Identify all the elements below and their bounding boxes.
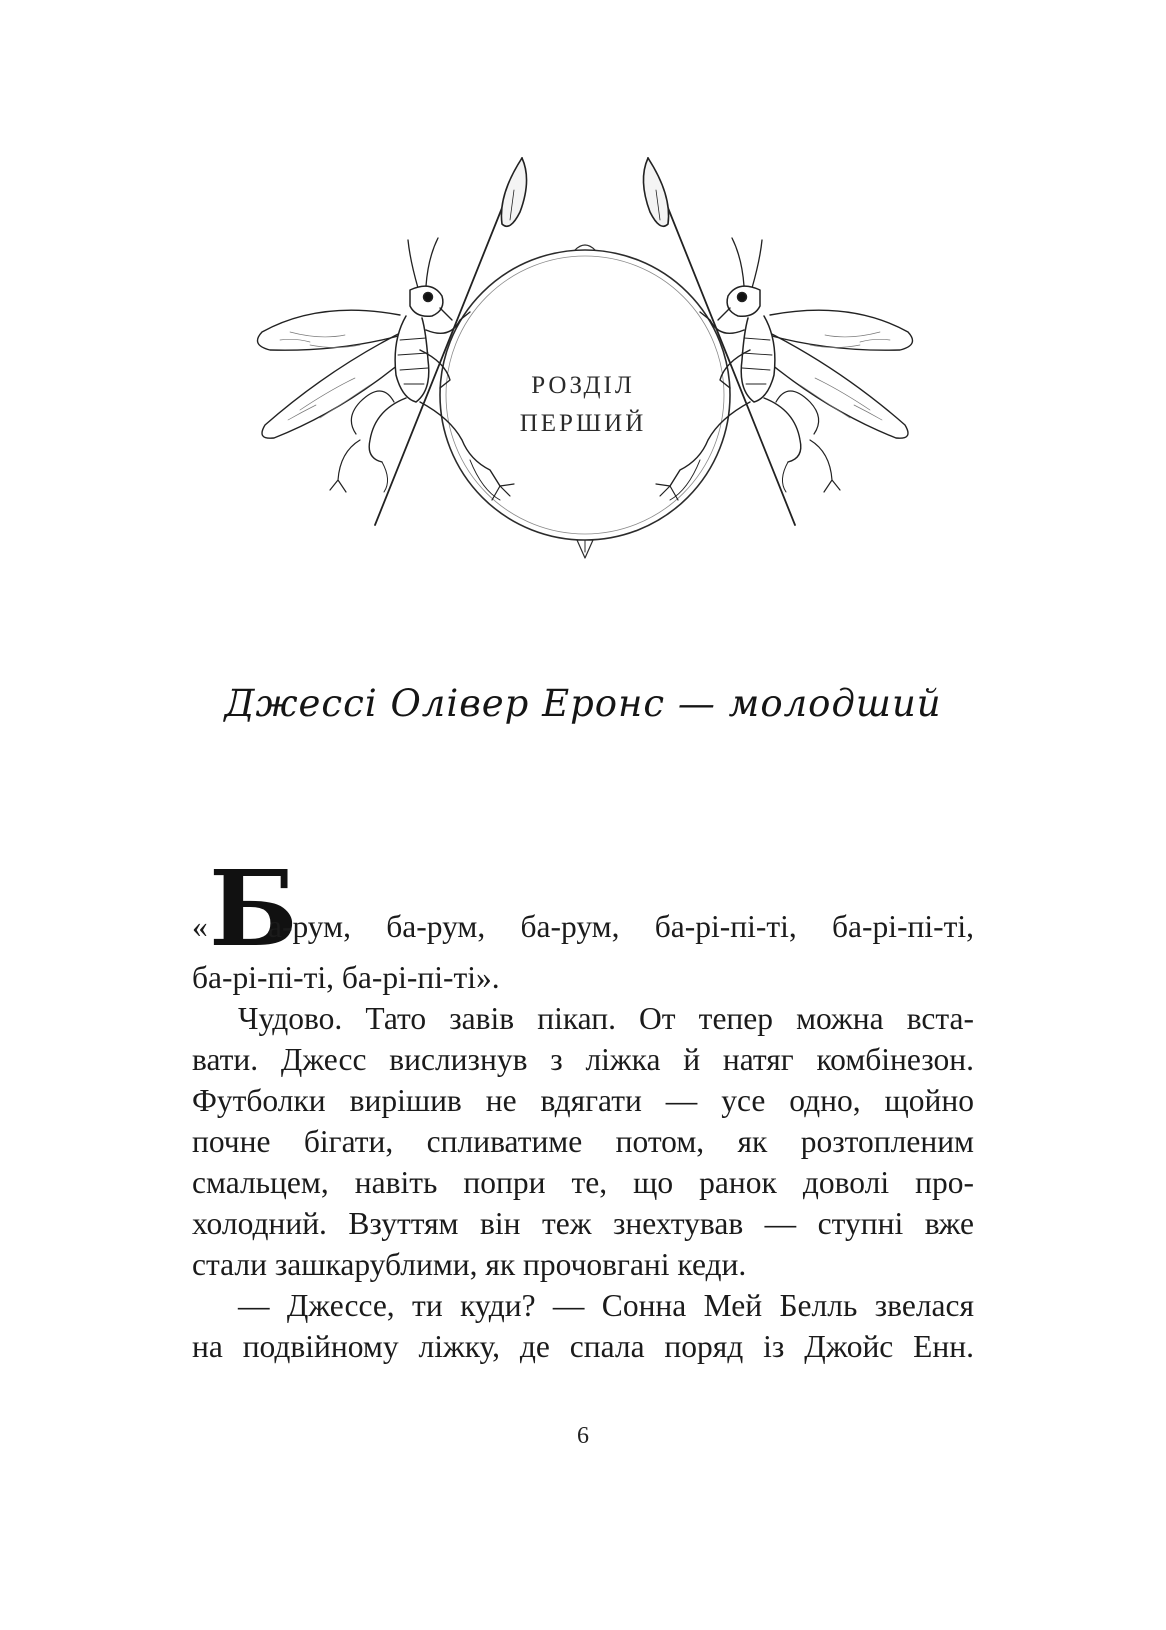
chapter-ornament-icon (170, 140, 1000, 580)
text-line: на подвійному ліжку, де спала поряд із Джойс Енн. (192, 1329, 974, 1364)
opening-quote: « (192, 909, 208, 944)
text-line: почне бігати, спливатиме потом, як розтопленим (192, 1124, 974, 1159)
page-number: 6 (577, 1423, 589, 1449)
text-line: смальцем, навіть попри те, що ранок доволі про- (192, 1165, 974, 1200)
text-line: вати. Джесс вислизнув з ліжка й натяг комбінезон. (192, 1042, 974, 1077)
chapter-label-line1: РОЗДІЛ (531, 372, 635, 399)
text-line: — Джессе, ти куди? — Сонна Мей Белль звелася (238, 1288, 974, 1323)
chapter-title: Джессі Олівер Еронс — молодший (224, 682, 942, 725)
text-line: холодний. Взуттям він теж знехтував — ступні вже (192, 1206, 974, 1241)
chapter-label-line2: ПЕРШИЙ (519, 410, 647, 437)
drop-cap: Б (209, 847, 298, 970)
text-line: стали зашкарублими, як прочовгані кеди. (192, 1247, 747, 1282)
text-line: Чудово. Тато завів пікап. От тепер можна вста- (238, 1001, 974, 1036)
text-line: ба-рі-пі-ті, ба-рі-пі-ті». (192, 960, 500, 995)
body-text (192, 847, 974, 1367)
text-line: а-рум, ба-рум, ба-рум, ба-рі-пі-ті, ба-рі-пі-ті, (268, 909, 974, 944)
first-line (192, 847, 974, 970)
text-line: Футболки вирішив не вдягати — усе одно, щойно (192, 1083, 974, 1118)
